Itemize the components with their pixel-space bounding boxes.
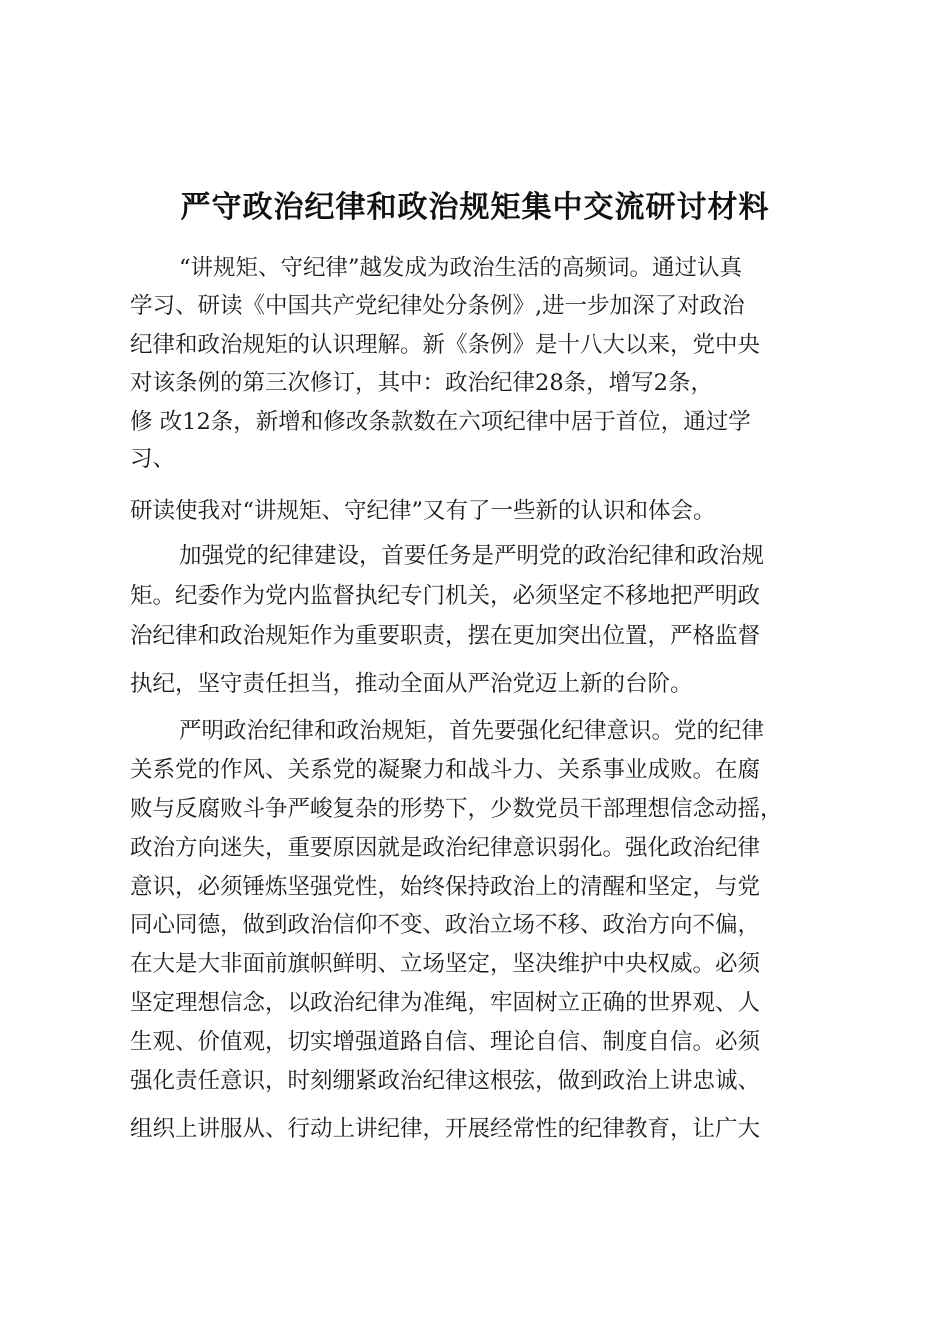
body-line-p3-10: 强化责任意识，时刻绷紧政治纪律这根弦，做到政治上讲忠诚、 xyxy=(130,1068,761,1094)
body-line-p3-4: 政治方向迷失，重要原因就是政治纪律意识弱化。强化政治纪律 xyxy=(130,835,761,861)
body-line-p2-4: 执纪，坚守责任担当，推动全面从严治党迈上新的台阶。 xyxy=(130,671,693,697)
body-line-p1-7: 研读使我对“讲规矩、守纪律”又有了一些新的认识和体会。 xyxy=(130,498,716,524)
body-line-p2-2: 矩。纪委作为党内监督执纪专门机关，必须坚定不移地把严明政 xyxy=(130,583,761,609)
body-line-p3-9: 生观、价值观，切实增强道路自信、理论自信、制度自信。必须 xyxy=(130,1029,761,1055)
body-line-p1-5: 修 改12条，新增和修改条款数在六项纪律中居于首位，通过学 xyxy=(130,409,751,435)
body-line-p1-4: 对该条例的第三次修订，其中：政治纪律28条，增写2条， xyxy=(130,370,713,396)
body-line-p2-3: 治纪律和政治规矩作为重要职责，摆在更加突出位置，严格监督 xyxy=(130,623,761,649)
body-line-p3-7: 在大是大非面前旗帜鲜明、立场坚定，坚决维护中央权威。必须 xyxy=(130,951,761,977)
body-line-p3-1: 严明政治纪律和政治规矩，首先要强化纪律意识。党的纪律 xyxy=(179,718,765,744)
body-line-p3-11: 组织上讲服从、行动上讲纪律，开展经常性的纪律教育，让广大 xyxy=(130,1116,761,1142)
body-line-p3-5: 意识，必须锤炼坚强党性，始终保持政治上的清醒和坚定，与党 xyxy=(130,874,761,900)
body-line-p3-3: 败与反腐败斗争严峻复杂的形势下，少数党员干部理想信念动摇， xyxy=(130,796,783,822)
body-line-p3-6: 同心同德，做到政治信仰不变、政治立场不移、政治方向不偏， xyxy=(130,912,761,938)
body-line-p1-1: “讲规矩、守纪律”越发成为政治生活的高频词。通过认真 xyxy=(179,255,743,281)
body-line-p3-2: 关系党的作风、关系党的凝聚力和战斗力、关系事业成败。在腐 xyxy=(130,757,761,783)
body-line-p3-8: 坚定理想信念，以政治纪律为准绳，牢固树立正确的世界观、人 xyxy=(130,990,761,1016)
body-line-p1-6: 习、 xyxy=(130,446,176,472)
body-line-p1-3: 纪律和政治规矩的认识理解。新《条例》是十八大以来，党中央 xyxy=(130,332,761,358)
document-title: 严守政治纪律和政治规矩集中交流研讨材料 xyxy=(180,190,770,225)
body-line-p1-2: 学习、研读《中国共产党纪律处分条例》,进一步加深了对政治 xyxy=(130,293,745,319)
body-line-p2-1: 加强党的纪律建设，首要任务是严明党的政治纪律和政治规 xyxy=(179,543,765,569)
